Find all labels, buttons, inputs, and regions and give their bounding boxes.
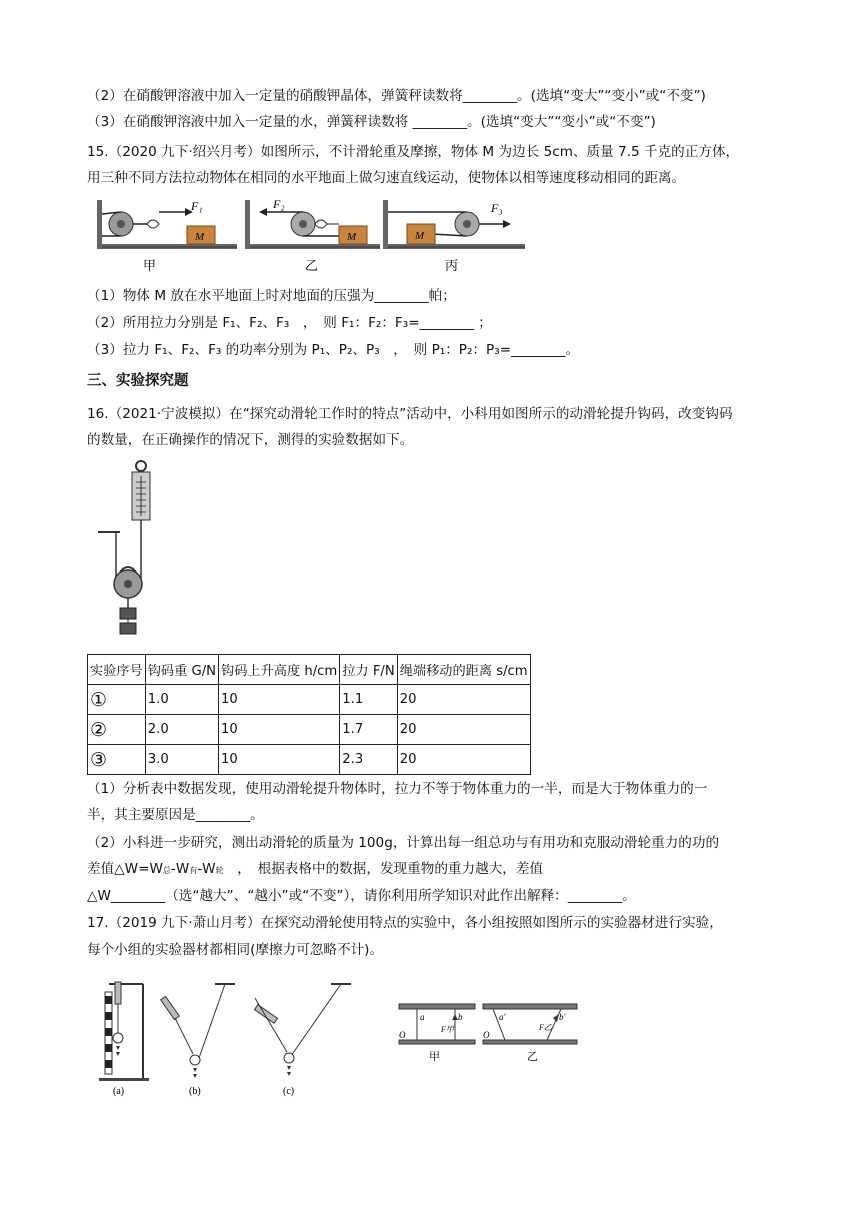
q16-stem-line-2: 的数量，在正确操作的情况下，测得的实验数据如下。 — [87, 432, 414, 448]
table-cell: 10 — [219, 715, 340, 745]
q16-item-2-line-1: （2）小科进一步研究，测出动滑轮的质量为 100g，计算出每一组总功与有用功和克服动滑轮重力的功的 — [87, 835, 720, 851]
caption-yi: 乙 — [305, 259, 319, 274]
point-label-o-yi: O — [483, 1030, 490, 1040]
force-label-f-yi: F乙 — [539, 1023, 552, 1032]
point-label-a-prime: a' — [499, 1012, 506, 1022]
q15-pulley-figure — [95, 196, 530, 276]
force-label-f2: F₂ — [273, 197, 285, 211]
block-label-jia: M — [195, 231, 205, 243]
q16-stem-line-1: 16.（2021·宁波模拟）在“探究动滑轮工作时的特点”活动中，小科用如图所示的动滑轮提升钩码，改变钩码 — [87, 406, 733, 422]
q15-item-1: （1）物体 M 放在水平地面上时对地面的压强为________帕； — [87, 288, 456, 304]
q15-item-3: （3）拉力 F₁、F₂、F₃ 的功率分别为 P₁、P₂、P₃ ， 则 P₁：P₂：P₃=________。 — [87, 342, 580, 358]
caption-bing: 丙 — [445, 259, 459, 274]
q16-item-2-line-3: △W________（选“越大”、“越小”或“不变”），请你利用所学知识对此作出解释：________。 — [87, 888, 636, 904]
table-cell: ③ — [88, 745, 146, 775]
table-cell: 20 — [397, 685, 530, 715]
section-3-title: 三、实验探究题 — [87, 373, 189, 389]
point-label-b-prime: b' — [559, 1012, 566, 1022]
subscript: 有 — [189, 866, 198, 875]
block-label-yi: M — [347, 231, 357, 243]
q15-stem-line-2: 用三种不同方法拉动物体在相同的水平地面上做匀速直线运动，使物体以相等速度移动相同的距离。 — [87, 170, 686, 186]
caption-a: (a) — [113, 1086, 125, 1097]
text-seg: 差值△W=W — [87, 861, 163, 877]
text-seg: -W — [170, 861, 190, 877]
force-label-f-jia: F甲 — [441, 1025, 454, 1034]
q17-stem-line-1: 17.（2019 九下·萧山月考）在探究动滑轮使用特点的实验中，各小组按照如图所示的实验器材进行实验， — [87, 915, 723, 931]
header-cell: 拉力 F/N — [340, 655, 397, 685]
table-cell: 10 — [219, 685, 340, 715]
figure-yi — [245, 197, 380, 274]
point-label-a: a — [420, 1012, 425, 1022]
table-row — [88, 745, 531, 775]
q17-figure-abc — [95, 978, 355, 1098]
table-cell: ② — [88, 715, 146, 745]
header-cell: 实验序号 — [88, 655, 146, 685]
table-cell: 3.0 — [145, 745, 218, 775]
q15-stem-line-1: 15.（2020 九下·绍兴月考）如图所示，不计滑轮重及摩擦，物体 M 为边长 5cm、质量 7.5 千克的正方体， — [87, 144, 740, 160]
q16-item-1-line-2: 半，其主要原因是________。 — [87, 807, 264, 823]
table-cell: 1.1 — [340, 685, 397, 715]
q15-item-2: （2）所用拉力分别是 F₁、F₂、F₃ ， 则 F₁：F₂：F₃=________ ； — [87, 315, 492, 331]
subscript: 轮 — [215, 866, 224, 875]
force-label-f3: F₃ — [491, 201, 503, 215]
caption-jia: 甲 — [143, 259, 157, 274]
q16-pulley-figure — [98, 458, 178, 638]
table-row — [88, 685, 531, 715]
q17-figure-lever — [395, 1000, 585, 1072]
q16-item-2-line-2 — [87, 859, 543, 881]
table-cell: 10 — [219, 745, 340, 775]
q16-item-1-line-1: （1）分析表中数据发现，使用动滑轮提升物体时，拉力不等于物体重力的一半，而是大于物体重力的一 — [87, 781, 708, 797]
caption-b: (b) — [189, 1086, 201, 1097]
table-cell: 20 — [397, 715, 530, 745]
point-label-o-jia: O — [399, 1030, 406, 1040]
header-cell: 绳端移动的距离 s/cm — [397, 655, 530, 685]
caption-yi-17: 乙 — [527, 1050, 538, 1063]
table-header-row — [88, 655, 531, 685]
q17-stem-line-2: 每个小组的实验器材都相同(摩擦力可忽略不计)。 — [87, 942, 384, 958]
figure-bing — [383, 200, 525, 274]
q16-data-table — [87, 654, 531, 775]
q14-item-3: （3）在硝酸钾溶液中加入一定量的水，弹簧秤读数将 ________。(选填“变大”“变小”或“不变”) — [87, 114, 656, 130]
table-cell: 2.3 — [340, 745, 397, 775]
point-label-b: b — [458, 1012, 463, 1022]
force-label-f1: F₁ — [191, 199, 203, 213]
caption-c: (c) — [283, 1086, 295, 1097]
header-cell: 钩码重 G/N — [145, 655, 218, 685]
table-cell: ① — [88, 685, 146, 715]
subscript: 总 — [162, 866, 171, 875]
table-cell: 1.0 — [145, 685, 218, 715]
table-cell: 1.7 — [340, 715, 397, 745]
header-cell: 钩码上升高度 h/cm — [219, 655, 340, 685]
q14-item-2: （2）在硝酸钾溶液中加入一定量的硝酸钾晶体，弹簧秤读数将________。(选填“变大”“变小”或“不变”) — [87, 88, 706, 104]
table-cell: 2.0 — [145, 715, 218, 745]
text-seg: ， 根据表格中的数据，发现重物的重力越大，差值 — [223, 861, 544, 877]
block-label-bing: M — [415, 230, 425, 242]
figure-jia — [97, 199, 237, 274]
caption-jia-17: 甲 — [429, 1050, 440, 1063]
table-row — [88, 715, 531, 745]
table-cell: 20 — [397, 745, 530, 775]
text-seg: -W — [197, 861, 216, 877]
